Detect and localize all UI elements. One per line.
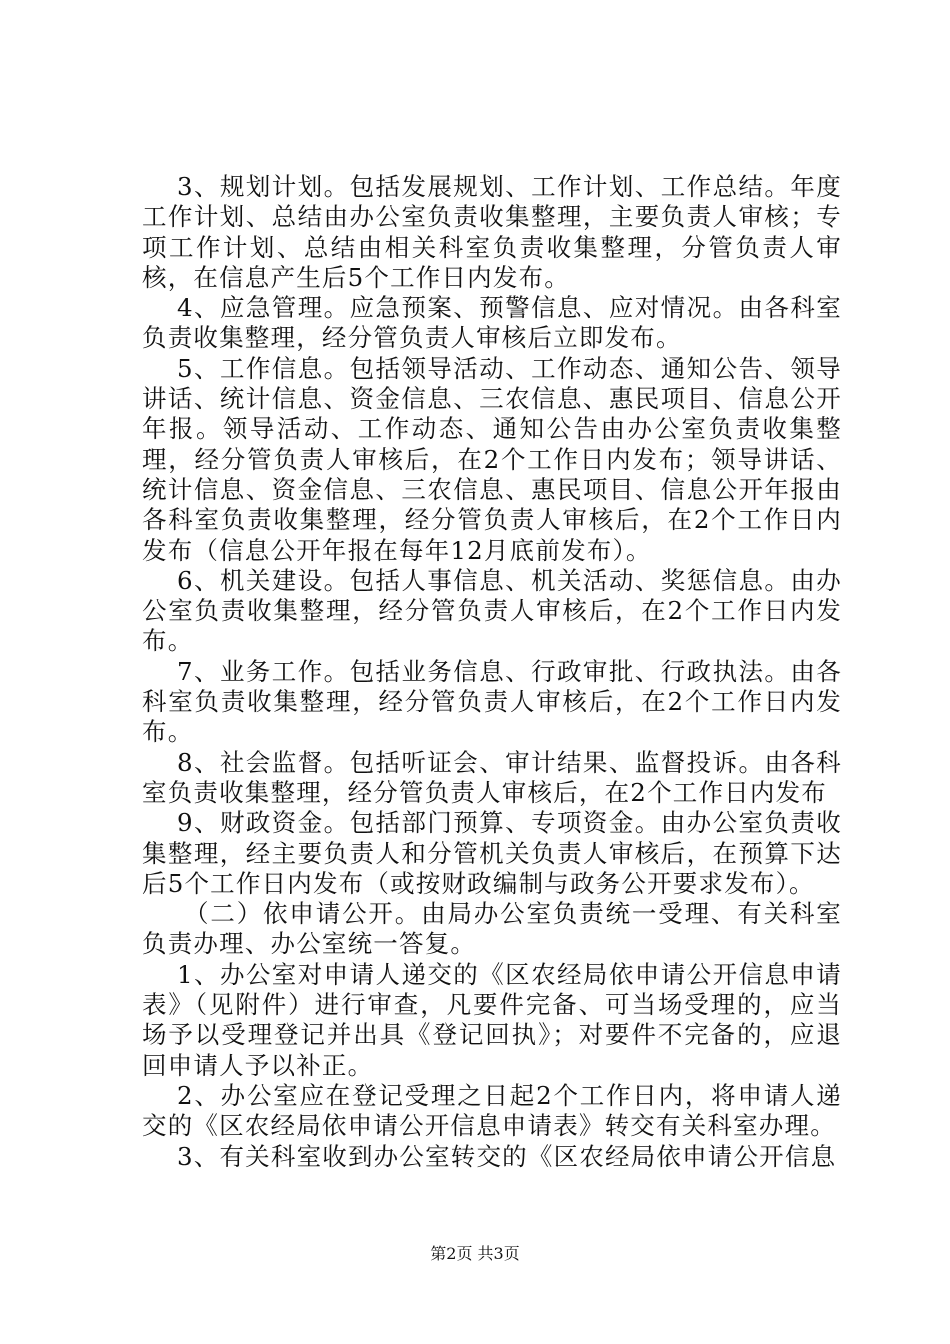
paragraph-emergency: 4、应急管理。应急预案、预警信息、应对情况。由各科室负责收集整理，经分管负责人审核后立即发布。: [142, 293, 842, 353]
page-number-footer: 第2页 共3页: [430, 1244, 520, 1263]
paragraph-agency-building: 6、机关建设。包括人事信息、机关活动、奖惩信息。由办公室负责收集整理，经分管负责人审核后，在2个工作日内发布。: [142, 565, 842, 656]
paragraph-business-work: 7、业务工作。包括业务信息、行政审批、行政执法。由各科室负责收集整理，经分管负责人审核后，在2个工作日内发布。: [142, 656, 842, 747]
paragraph-request-transfer: 2、办公室应在登记受理之日起2个工作日内，将申请人递交的《区农经局依申请公开信息申请表》转交有关科室办理。: [142, 1080, 842, 1141]
paragraph-social-supervision: 8、社会监督。包括听证会、审计结果、监督投诉。由各科室负责收集整理，经分管负责人审核后，在2个工作日内发布: [142, 747, 842, 807]
document-body: [142, 172, 842, 1172]
paragraph-planning: 3、规划计划。包括发展规划、工作计划、工作总结。年度工作计划、总结由办公室负责收集整理，主要负责人审核；专项工作计划、总结由相关科室负责收集整理，分管负责人审核，在信息产生后5个工作日内发布。: [142, 172, 842, 292]
paragraph-on-request-disclosure: （二）依申请公开。由局办公室负责统一受理、有关科室负责办理、办公室统一答复。: [142, 899, 842, 959]
paragraph-section-handling: 3、有关科室收到办公室转交的《区农经局依申请公开信息: [177, 1141, 837, 1171]
paragraph-request-review: 1、办公室对申请人递交的《区农经局依申请公开信息申请表》（见附件）进行审查，凡要件完备、可当场受理的，应当场予以受理登记并出具《登记回执》；对要件不完备的，应退回申请人予以补正。: [142, 959, 842, 1080]
paragraph-work-info: 5、工作信息。包括领导活动、工作动态、通知公告、领导讲话、统计信息、资金信息、三农信息、惠民项目、信息公开年报。领导活动、工作动态、通知公告由办公室负责收集整理，经分管负责人审核后，在2个工作日内发布；领导讲话、统计信息、资金信息、三农信息、惠民项目、信息公开年报由各科室负责收集整理，经分管负责人审核后，在2个工作日内发布（信息公开年报在每年12月底前发布）。: [142, 353, 842, 565]
paragraph-fiscal-funds: 9、财政资金。包括部门预算、专项资金。由办公室负责收集整理，经主要负责人和分管机关负责人审核后，在预算下达后5个工作日内发布（或按财政编制与政务公开要求发布）。: [142, 808, 842, 898]
